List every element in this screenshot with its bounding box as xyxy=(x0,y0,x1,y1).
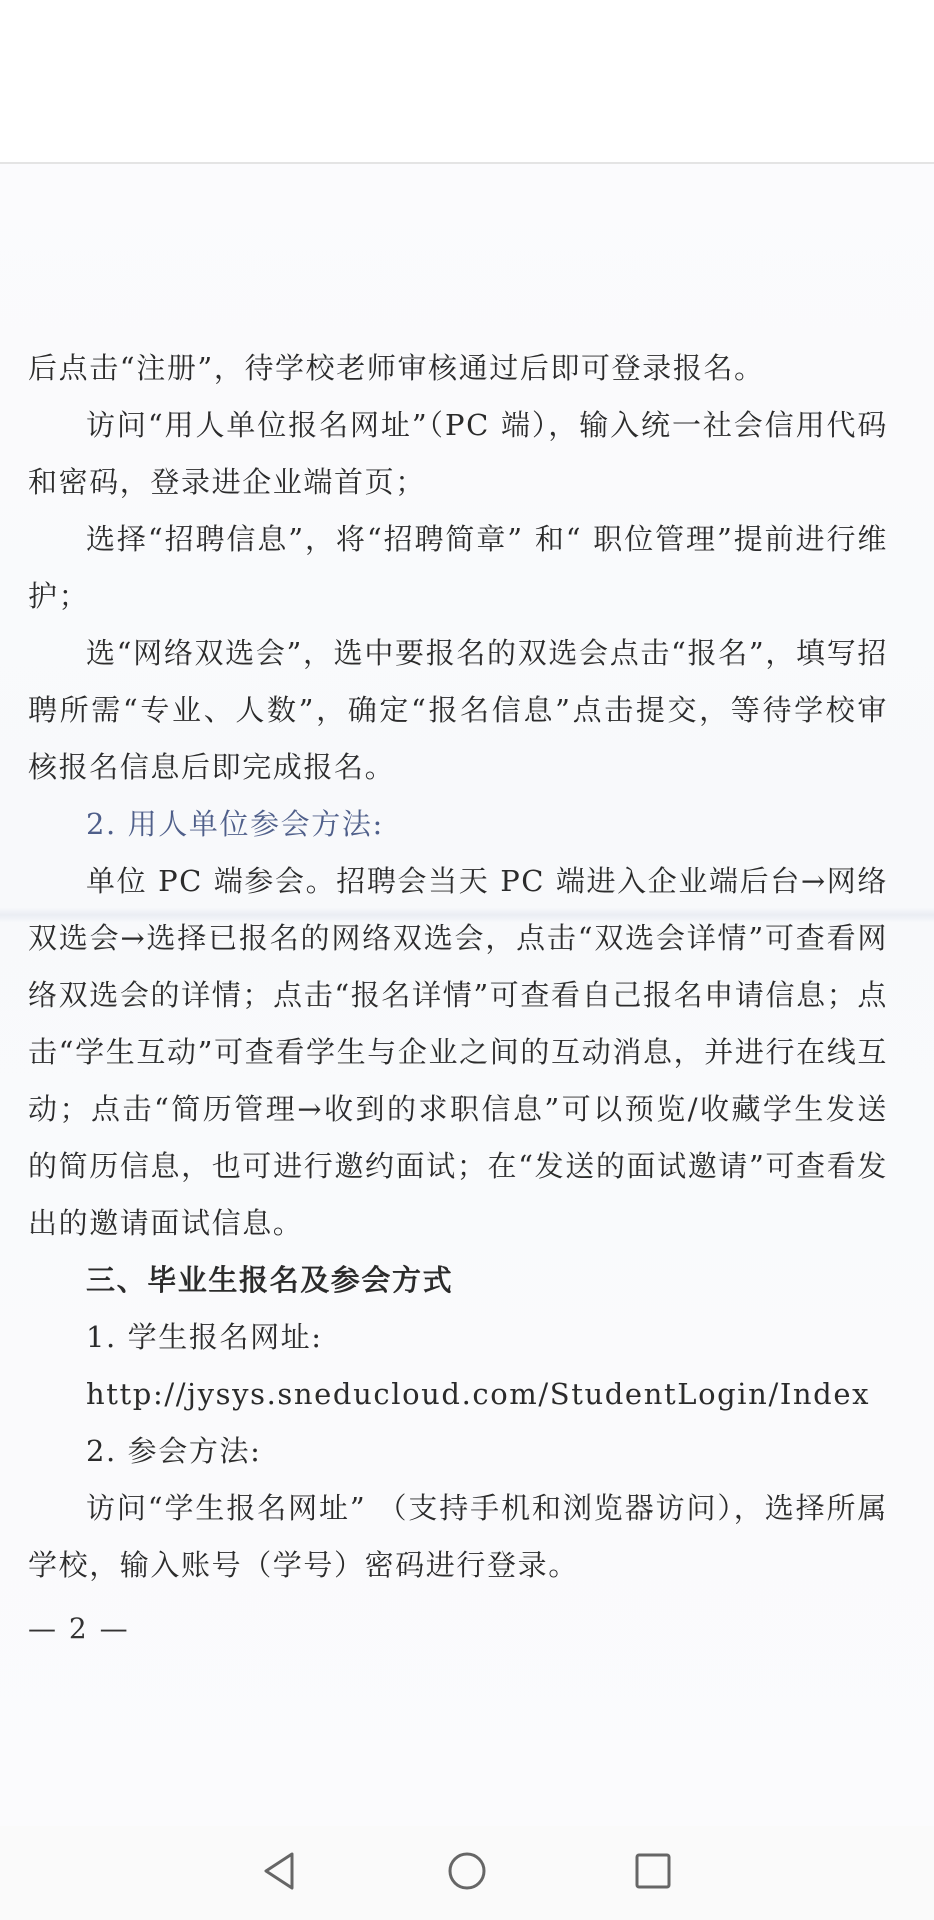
top-blank-area xyxy=(0,0,934,162)
paragraph-visit-employer-url: 访问“用人单位报名网址”（PC 端），输入统一社会信用代码和密码，登录进企业端首页； xyxy=(28,408,888,499)
student-login-url: http://jysys.sneducloud.com/StudentLogin/Index xyxy=(86,1377,871,1411)
paragraph-register: 后点击“注册”，待学校老师审核通过后即可登录报名。 xyxy=(28,351,765,385)
home-button[interactable] xyxy=(442,1848,492,1898)
document-body xyxy=(28,340,888,1594)
paragraph-student-login: 访问“学生报名网址” （支持手机和浏览器访问），选择所属学校，输入账号（学号）密码进行登录。 xyxy=(28,1491,888,1582)
square-recent-icon xyxy=(634,1852,672,1894)
paragraph-employer-pc: 单位 PC 端参会。招聘会当天 PC 端进入企业端后台→网络双选会→选择已报名的网络双选会，点击“双选会详情”可查看网络双选会的详情；点击“报名详情”可查看自己报名申请信息；点击“学生互动”可查看学生与企业之间的互动消息，并进行在线互动；点击“简历管理→收到的求职信息”可以预览/收藏学生发送的简历信息，也可进行邀约面试；在“发送的面试邀请”可查看发出的邀请面试信息。 xyxy=(28,864,888,1240)
paragraph-recruitment-info: 选择“招聘信息”，将“招聘简章” 和“ 职位管理”提前进行维护； xyxy=(28,522,888,613)
triangle-back-icon xyxy=(262,1851,296,1895)
page-number: — 2 — xyxy=(28,1612,130,1645)
recent-apps-button[interactable] xyxy=(628,1848,678,1898)
subheading-employer-method: 2. 用人单位参会方法: xyxy=(86,807,384,841)
section-heading-graduates: 三、毕业生报名及参会方式 xyxy=(86,1263,454,1297)
back-button[interactable] xyxy=(254,1848,304,1898)
subheading-participation-method: 2. 参会方法: xyxy=(86,1434,262,1468)
subheading-student-url: 1. 学生报名网址: xyxy=(86,1320,323,1354)
system-navigation-bar xyxy=(0,1826,934,1920)
paragraph-select-fair: 选“网络双选会”，选中要报名的双选会点击“报名”，填写招聘所需“专业、人数”，确定“报名信息”点击提交，等待学校审核报名信息后即完成报名。 xyxy=(28,636,888,784)
circle-home-icon xyxy=(447,1851,487,1895)
